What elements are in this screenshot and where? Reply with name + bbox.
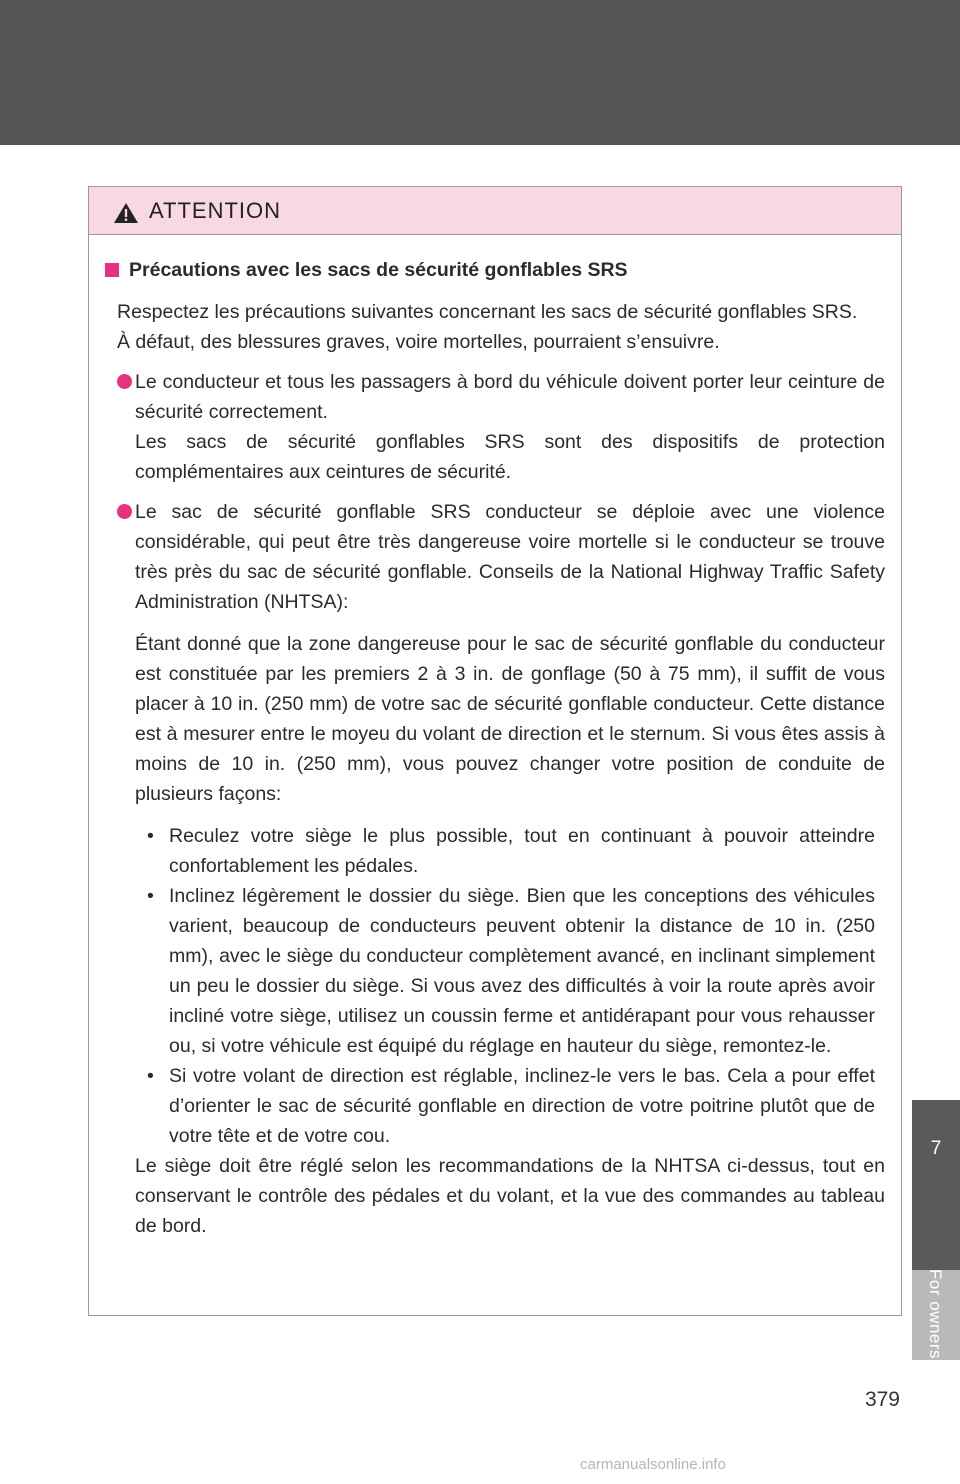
page-number: 379 <box>864 1388 900 1411</box>
intro-line-2: À défaut, des blessures graves, voire mortelles, pourraient s’ensuivre. <box>117 331 720 353</box>
attention-title: ATTENTION <box>149 197 282 223</box>
attention-header <box>89 187 901 235</box>
watermark: carmanualsonline.info <box>580 1456 726 1473</box>
closing-paragraph: Le siège doit être réglé selon les recommandations de la NHTSA ci-dessus, tout en conservant le contrôle des pédales et du volant, et la vue des commandes au tableau de bord. <box>135 1155 885 1237</box>
list-item <box>147 881 875 1061</box>
list-bullet: • <box>147 1065 154 1087</box>
list-item-text: Reculez votre siège le plus possible, tout en continuant à pouvoir atteindre confortablement les pédales. <box>169 825 875 877</box>
nhtsa-paragraph: Étant donné que la zone dangereuse pour le sac de sécurité gonflable du conducteur est constituée par les premiers 2 à 3 in. de gonflage (50 à 75 mm), il suffit de vous placer à 10 in. (250 mm) de votre sac de sécurité gonflable conducteur. Cette distance est à mesurer entre le moyeu du volant de direction et le sternum. Si vous êtes assis à moins de 10 in. (250 mm), vous pouvez changer votre position de conduite de plusieurs façons: <box>135 633 885 805</box>
chapter-number: 7 <box>930 1138 942 1159</box>
list-item-text: Inclinez légèrement le dossier du siège. Bien que les conceptions des véhicules varient, beaucoup de conducteurs peuvent obtenir la distance de 10 in. (250 mm), avec le siège du conducteur complètement avancé, en inclinant simplement un peu le dossier du siège. Si vous avez des difficultés à voir la route après avoir incliné votre siège, utilisez un coussin ferme et antidérapant pour vous rehausser ou, si votre véhicule est équipé du réglage en hauteur du siège, remontez-le. <box>169 885 875 1057</box>
list-bullet: • <box>147 825 154 847</box>
attention-box <box>88 186 902 1316</box>
square-bullet-icon <box>105 263 119 277</box>
warning-triangle-icon <box>113 201 139 225</box>
section-heading <box>105 255 885 285</box>
list-bullet: • <box>147 885 154 907</box>
bullet-seatbelt-line-2: Les sacs de sécurité gonflables SRS sont des dispositifs de protection complémentaires aux ceintures de sécurité. <box>135 431 885 483</box>
list-item-text: Si votre volant de direction est réglable, inclinez-le vers le bas. Cela a pour effet d’orienter le sac de sécurité gonflable en direction de votre poitrine plutôt que de votre tête et de votre cou. <box>169 1065 875 1147</box>
chapter-tab <box>912 1100 960 1270</box>
bullet-seatbelt-line-1: Le conducteur et tous les passagers à bord du véhicule doivent porter leur ceinture de sécurité correctement. <box>135 371 885 423</box>
bullet-driver-airbag-text: Le sac de sécurité gonflable SRS conducteur se déploie avec une violence considérable, qui peut être très dangereuse voire mortelle si le conducteur se trouve très près du sac de sécurité gonflable. Conseils de la National Highway Traffic Safety Administration (NHTSA): <box>135 501 885 613</box>
bullet-seatbelt <box>105 367 885 487</box>
bullet-driver-airbag <box>105 497 885 617</box>
attention-body <box>89 235 901 1241</box>
list-item <box>147 821 875 881</box>
list-item <box>147 1061 875 1151</box>
position-tips-list <box>105 821 885 1151</box>
top-band <box>0 0 960 145</box>
intro-paragraph <box>105 297 885 357</box>
circle-bullet-icon <box>117 374 132 389</box>
section-heading-text: Précautions avec les sacs de sécurité gonflables SRS <box>129 259 628 281</box>
circle-bullet-icon <box>117 504 132 519</box>
chapter-label: For owners <box>926 1268 945 1360</box>
intro-line-1: Respectez les précautions suivantes concernant les sacs de sécurité gonflables SRS. <box>117 301 858 323</box>
